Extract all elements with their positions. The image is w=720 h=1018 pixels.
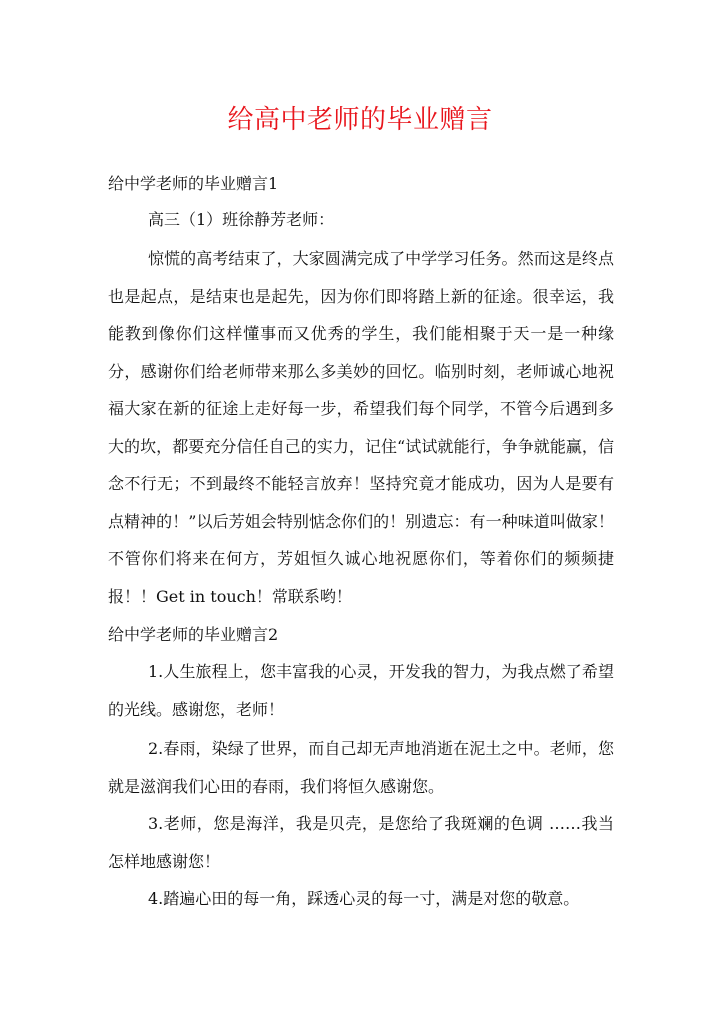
section-heading-1: 给中学老师的毕业赠言1 [108, 174, 279, 193]
list-item: 2.春雨，染绿了世界，而自己却无声地消逝在泥土之中。老师，您就是滋润我们心田的春雨，我们将恒久感谢您。 [108, 739, 614, 796]
section-1-paragraph: 惊慌的高考结束了，大家圆满完成了中学学习任务。然而这是终点也是起点，是结束也是起先，因为你们即将踏上新的征途。很幸运，我能教到像你们这样懂事而又优秀的学生，我们能相聚于天一是一种缘分，感谢你们给老师带来那么多美妙的回忆。临别时刻，老师诚心地祝福大家在新的征途上走好每一步，希望我们每个同学，不管今后遇到多大的坎，都要充分信任自己的实力，记住“试试就能行，争争就能赢，信念不行无；不到最终不能轻言放弃！坚持究竟才能成功，因为人是要有点精神的！”以后芳姐会特别惦念你们的！别遗忘：有一种味道叫做家！不管你们将来在何方，芳姐恒久诚心地祝愿你们，等着你们的频频捷报！！Get in touch！常联系哟！ [108, 249, 614, 606]
list-item: 4.踏遍心田的每一角，踩透心灵的每一寸，满是对您的敬意。 [148, 889, 580, 908]
list-item: 1.人生旅程上，您丰富我的心灵，开发我的智力，为我点燃了希望的光线。感谢您，老师！ [108, 662, 614, 719]
section-heading-2: 给中学老师的毕业赠言2 [108, 625, 279, 644]
document-title: 给高中老师的毕业赠言 [227, 105, 493, 135]
list-item: 3.老师，您是海洋，我是贝壳，是您给了我斑斓的色调 ……我当怎样地感谢您！ [108, 814, 614, 871]
salutation: 高三（1）班徐静芳老师： [148, 210, 335, 229]
